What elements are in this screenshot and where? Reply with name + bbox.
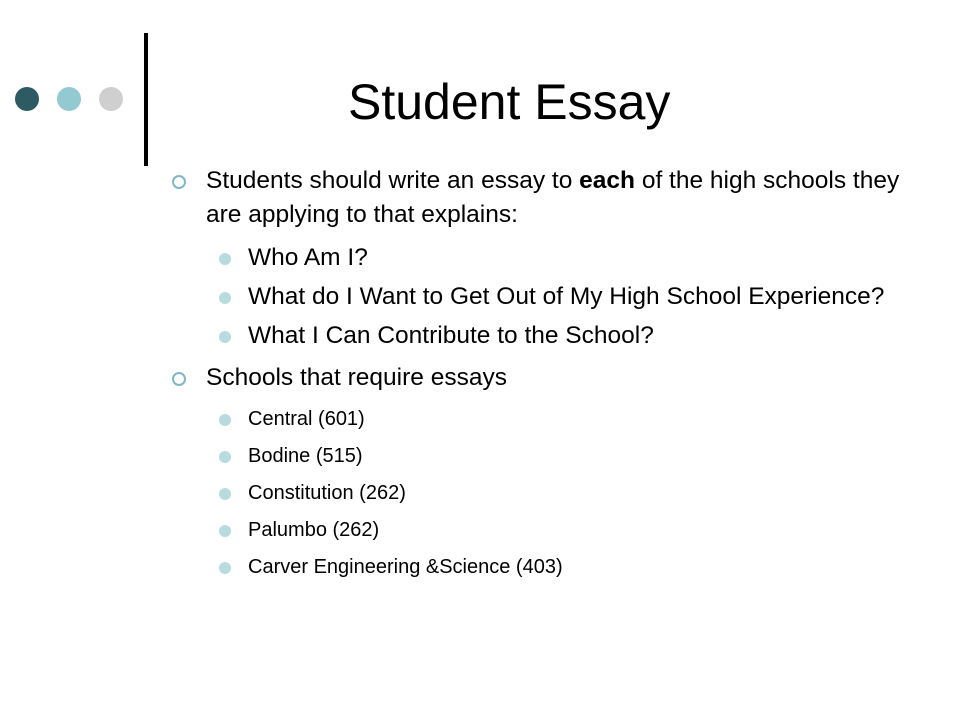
dot-bullet-icon [219,451,231,463]
schools-list [172,406,932,580]
list-item [172,406,932,432]
list-item-text: Palumbo (262) [248,519,380,541]
dot-bullet-icon [219,562,231,574]
decorative-dots [15,87,125,113]
bullet-text-start: Students should write an essay to [206,167,580,194]
dot-bullet-icon [219,488,231,500]
slide-title: Student Essay [348,74,671,130]
essay-topics-list [172,241,932,353]
bullet-text [206,164,932,232]
bullet-essay-requirement [172,164,932,232]
list-item-text: Central (601) [248,408,365,430]
list-item [172,480,932,506]
list-item-text: What I Can Contribute to the School? [248,322,654,349]
dot-bullet-icon [219,331,231,343]
bullet-text: Schools that require essays [206,364,507,391]
list-item [172,554,932,580]
list-item [172,280,932,314]
bullet-schools-requiring-essays [172,361,932,395]
dot-light-icon [99,87,123,111]
list-item [172,241,932,275]
ring-bullet-icon [172,372,186,386]
list-item-text: Who Am I? [248,244,368,271]
dot-dark-icon [15,87,39,111]
list-item-text: Constitution (262) [248,482,406,504]
dot-bullet-icon [219,292,231,304]
ring-bullet-icon [172,175,186,189]
title-divider-line [144,33,148,166]
dot-bullet-icon [219,414,231,426]
list-item-text: Bodine (515) [248,445,363,467]
bullet-text-end: of the high schools they are applying to that explains: [206,167,900,228]
dot-mid-icon [57,87,81,111]
list-item [172,319,932,353]
list-item [172,517,932,543]
dot-bullet-icon [219,253,231,265]
list-item [172,443,932,469]
slide-content [172,164,932,591]
list-item-text: Carver Engineering &Science (403) [248,556,563,578]
dot-bullet-icon [219,525,231,537]
bullet-text-emphasis: each [579,167,636,194]
list-item-text: What do I Want to Get Out of My High School Experience? [248,283,885,310]
